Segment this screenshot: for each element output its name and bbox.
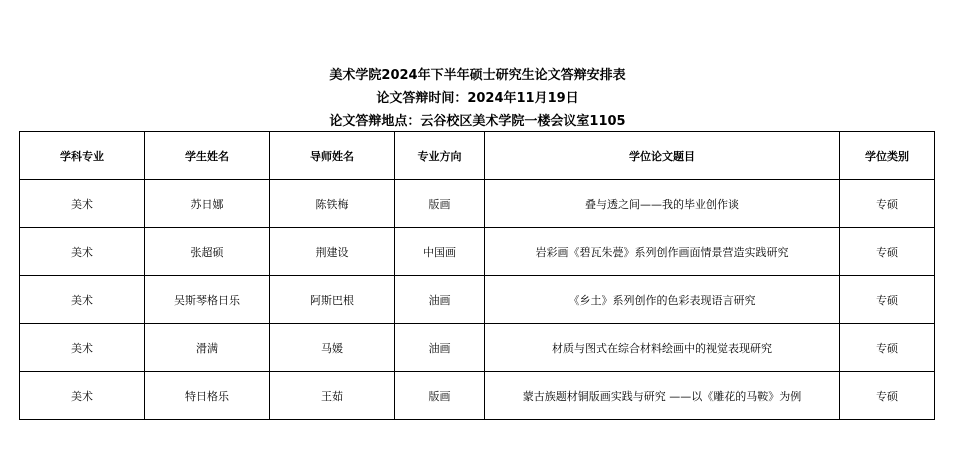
cell-specialization: 油画 [395, 324, 485, 372]
header-degree-type: 学位类别 [840, 132, 935, 180]
cell-thesis-title: 岩彩画《碧瓦朱甍》系列创作画面情景营造实践研究 [485, 228, 840, 276]
table-row [20, 372, 935, 420]
document-title: 美术学院2024年下半年硕士研究生论文答辩安排表 [329, 68, 626, 83]
header-thesis-title: 学位论文题目 [485, 132, 840, 180]
cell-thesis-title: 蒙古族题材铜版画实践与研究 ——以《雕花的马鞍》为例 [485, 372, 840, 420]
cell-student-name: 滑满 [145, 324, 270, 372]
cell-student-name: 特日格乐 [145, 372, 270, 420]
header-major: 学科专业 [20, 132, 145, 180]
cell-advisor-name: 阿斯巴根 [270, 276, 395, 324]
header-specialization: 专业方向 [395, 132, 485, 180]
cell-major: 美术 [20, 372, 145, 420]
cell-student-name: 张超硕 [145, 228, 270, 276]
defense-time: 论文答辩时间：2024年11月19日 [376, 91, 579, 106]
cell-specialization: 油画 [395, 276, 485, 324]
cell-major: 美术 [20, 180, 145, 228]
cell-specialization: 版画 [395, 180, 485, 228]
cell-specialization: 中国画 [395, 228, 485, 276]
cell-degree-type: 专硕 [840, 228, 935, 276]
cell-degree-type: 专硕 [840, 276, 935, 324]
cell-student-name: 苏日娜 [145, 180, 270, 228]
cell-specialization: 版画 [395, 372, 485, 420]
defense-schedule-table [19, 131, 935, 420]
cell-degree-type: 专硕 [840, 372, 935, 420]
header-advisor-name: 导师姓名 [270, 132, 395, 180]
header-student-name: 学生姓名 [145, 132, 270, 180]
cell-major: 美术 [20, 324, 145, 372]
cell-degree-type: 专硕 [840, 180, 935, 228]
table-header-row [20, 132, 935, 180]
table-row [20, 276, 935, 324]
defense-location: 论文答辩地点：云谷校区美术学院一楼会议室1105 [329, 114, 626, 129]
cell-student-name: 吴斯琴格日乐 [145, 276, 270, 324]
table-row [20, 228, 935, 276]
table-row [20, 180, 935, 228]
cell-advisor-name: 陈铁梅 [270, 180, 395, 228]
cell-thesis-title: 材质与图式在综合材料绘画中的视觉表现研究 [485, 324, 840, 372]
cell-advisor-name: 王茹 [270, 372, 395, 420]
cell-thesis-title: 叠与透之间——我的毕业创作谈 [485, 180, 840, 228]
cell-major: 美术 [20, 276, 145, 324]
cell-advisor-name: 马媛 [270, 324, 395, 372]
cell-degree-type: 专硕 [840, 324, 935, 372]
cell-major: 美术 [20, 228, 145, 276]
table-row [20, 324, 935, 372]
cell-thesis-title: 《乡土》系列创作的色彩表现语言研究 [485, 276, 840, 324]
cell-advisor-name: 荆建设 [270, 228, 395, 276]
